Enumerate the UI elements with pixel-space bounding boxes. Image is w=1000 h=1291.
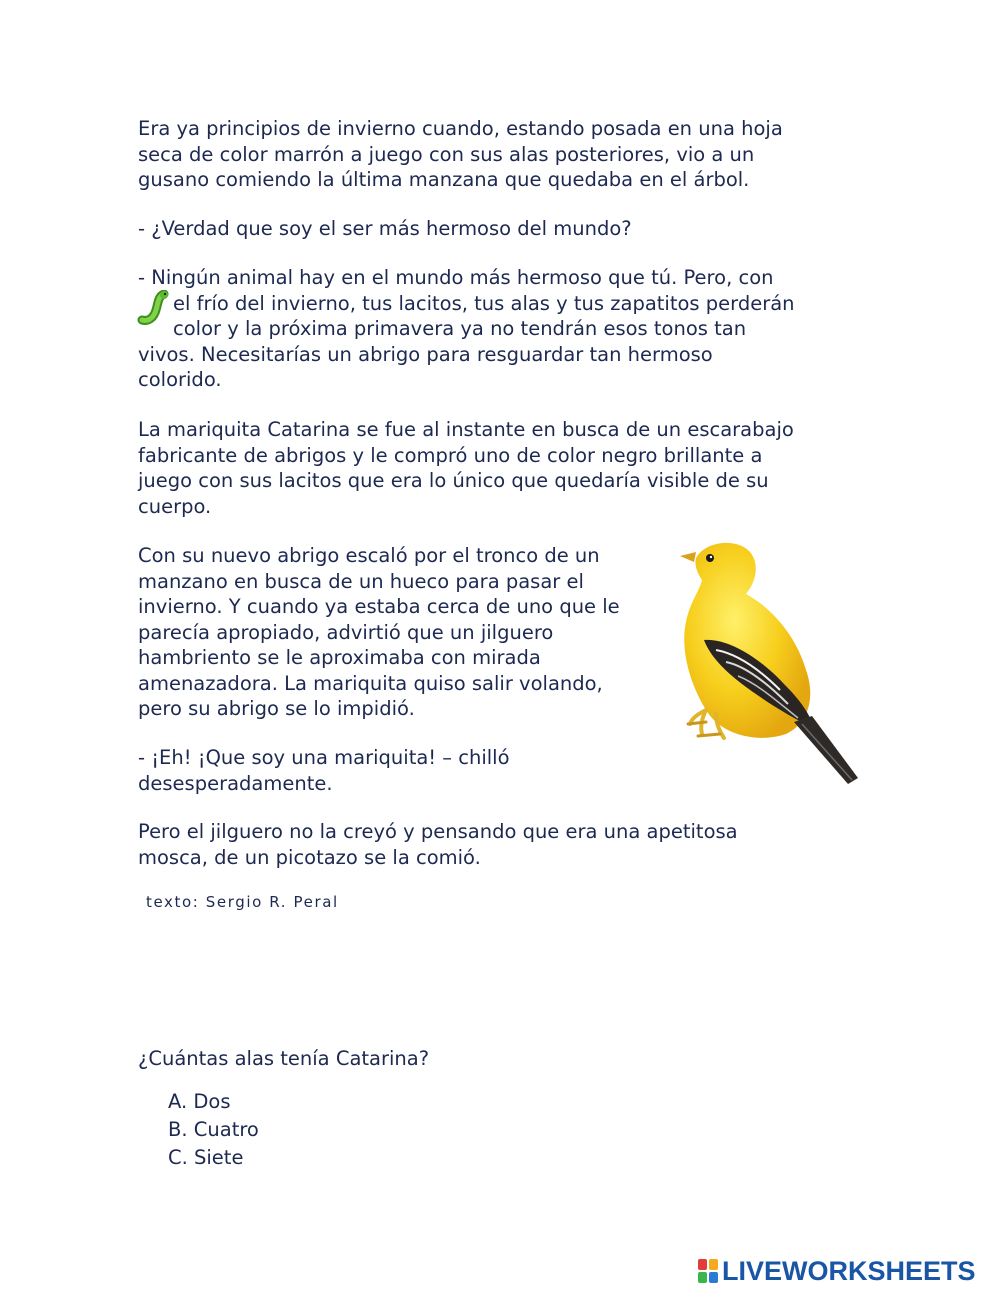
text-line: mosca, de un picotazo se la comió. xyxy=(138,845,481,869)
text-line: Pero el jilguero no la creyó y pensando que era una apetitosa xyxy=(138,820,738,843)
text-line: fabricante de abrigos y le compró uno de color negro brillante a xyxy=(138,443,763,467)
answer-option-b[interactable]: B. Cuatro xyxy=(168,1118,259,1141)
text-line: gusano comiendo la última manzana que quedaba en el árbol. xyxy=(138,168,750,191)
dialogue-line: - Ningún animal hay en el mundo más hermoso que tú. Pero, con xyxy=(138,266,774,289)
story-paragraph-2 xyxy=(138,216,632,242)
text-line: amenazadora. La mariquita quiso salir volando, xyxy=(138,671,603,695)
answer-option-a[interactable]: A. Dos xyxy=(168,1090,231,1113)
liveworksheets-logo-icon xyxy=(697,1258,719,1284)
text-line: Con su nuevo abrigo escaló por el tronco de un xyxy=(138,544,600,567)
text-line: hambriento se le aproximaba con mirada xyxy=(138,646,541,669)
text-line: invierno. Y cuando ya estaba cerca de uno que le xyxy=(138,595,620,618)
text-line: el frío del invierno, tus lacitos, tus alas y tus zapatitos perderán xyxy=(173,291,795,315)
quiz-question: ¿Cuántas alas tenía Catarina? xyxy=(138,1047,430,1070)
text-line: color y la próxima primavera ya no tendrán esos tonos tan xyxy=(173,317,747,340)
dialogue-line: - ¿Verdad que soy el ser más hermoso del mundo? xyxy=(138,217,632,240)
text-line: Era ya principios de invierno cuando, estando posada en una hoja xyxy=(138,117,783,140)
text-line: juego con sus lacitos que era lo único que quedaría visible de su xyxy=(138,469,769,492)
text-line: colorido. xyxy=(138,368,222,391)
text-line: seca de color marrón a juego con sus alas posteriores, vio a un xyxy=(138,142,755,166)
text-line: parecía apropiado, advirtió que un jilguero xyxy=(138,620,554,644)
story-paragraph-4 xyxy=(138,417,794,519)
story-paragraph-6 xyxy=(138,745,510,796)
text-line: cuerpo. xyxy=(138,494,212,518)
goldfinch-illustration xyxy=(676,538,862,788)
story-paragraph-5 xyxy=(138,543,620,722)
story-paragraph-7 xyxy=(138,819,738,870)
caterpillar-icon xyxy=(136,290,170,330)
answer-option-c[interactable]: C. Siete xyxy=(168,1146,244,1169)
text-line: desesperadamente. xyxy=(138,771,333,795)
author-credit: texto: Sergio R. Peral xyxy=(146,893,339,911)
liveworksheets-logo xyxy=(697,1256,976,1286)
text-line: manzano en busca de un hueco para pasar el xyxy=(138,569,584,593)
answer-options xyxy=(168,1088,259,1172)
dialogue-line: - ¡Eh! ¡Que soy una mariquita! – chilló xyxy=(138,746,510,769)
story-paragraph-3 xyxy=(138,265,795,393)
liveworksheets-logo-text: LIVEWORKSHEETS xyxy=(722,1255,976,1286)
story-paragraph-1 xyxy=(138,116,783,193)
text-line: vivos. Necesitarías un abrigo para resguardar tan hermoso xyxy=(138,342,713,366)
text-line: La mariquita Catarina se fue al instante en busca de un escarabajo xyxy=(138,418,794,441)
text-line: pero su abrigo se lo impidió. xyxy=(138,697,415,720)
